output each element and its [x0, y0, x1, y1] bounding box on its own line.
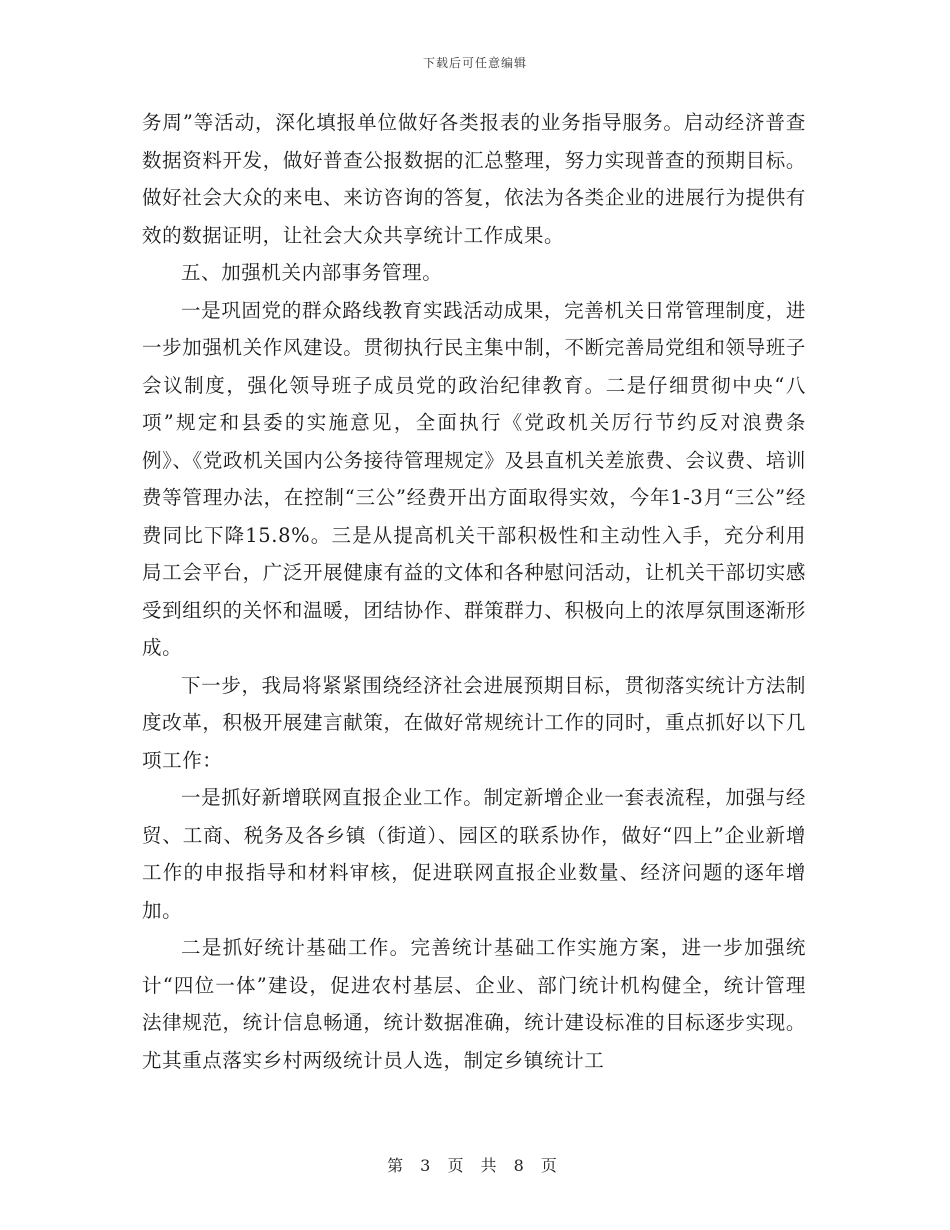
page-number: 第 3 页 共 8 页	[387, 1156, 563, 1175]
paragraph-statistics-foundation: 二是抓好统计基础工作。完善统计基础工作实施方案，进一步加强统计“四位一体”建设，促进农村基层、企业、部门统计机构健全，统计管理法律规范，统计信息畅通，统计数据准确，统计建设标准的目标逐步实现。尤其重点落实乡村两级统计员人选，制定乡镇统计工	[142, 936, 806, 1072]
page-header: 下载后可任意编辑	[422, 56, 527, 70]
paragraph-1-continuation: 务周”等活动，深化填报单位做好各类报表的业务指导服务。启动经济普查数据资料开发，做好普查公报数据的汇总整理，努力实现普查的预期目标。做好社会大众的来电、来访咨询的答复，依法为各类企业的进展行为提供有效的数据证明，让社会大众共享统计工作成果。	[142, 111, 806, 247]
paragraph-internal-affairs: 一是巩固党的群众路线教育实践活动成果，完善机关日常管理制度，进一步加强机关作风建设。贯彻执行民主集中制，不断完善局党组和领导班子会议制度，强化领导班子成员党的政治纪律教育。二是仔细贯彻中央“八项”规定和县委的实施意见，全面执行《党政机关厉行节约反对浪费条例》、《党政机关国内公务接待管理规定》及县直机关差旅费、会议费、培训费等管理办法，在控制“三公”经费开出方面取得实效，今年1-3月“三公”经费同比下降15.8%。三是从提高机关干部积极性和主动性入手，充分利用局工会平台，广泛开展健康有益的文体和各种慰问活动，让机关干部切实感受到组织的关怀和温暖，团结协作、群策群力、积极向上的浓厚氛围逐渐形成。	[142, 298, 806, 659]
paragraph-new-enterprises: 一是抓好新增联网直报企业工作。制定新增企业一套表流程，加强与经贸、工商、税务及各乡镇（街道）、园区的联系协作，做好“四上”企业新增工作的申报指导和材料审核，促进联网直报企业数量、经济问题的逐年增加。	[142, 786, 806, 922]
document-body	[142, 104, 806, 1079]
section-heading-five: 五、加强机关内部事务管理。	[181, 261, 443, 284]
paragraph-next-steps: 下一步，我局将紧紧围绕经济社会进展预期目标，贯彻落实统计方法制度改革，积极开展建言献策，在做好常规统计工作的同时，重点抓好以下几项工作：	[142, 673, 806, 772]
